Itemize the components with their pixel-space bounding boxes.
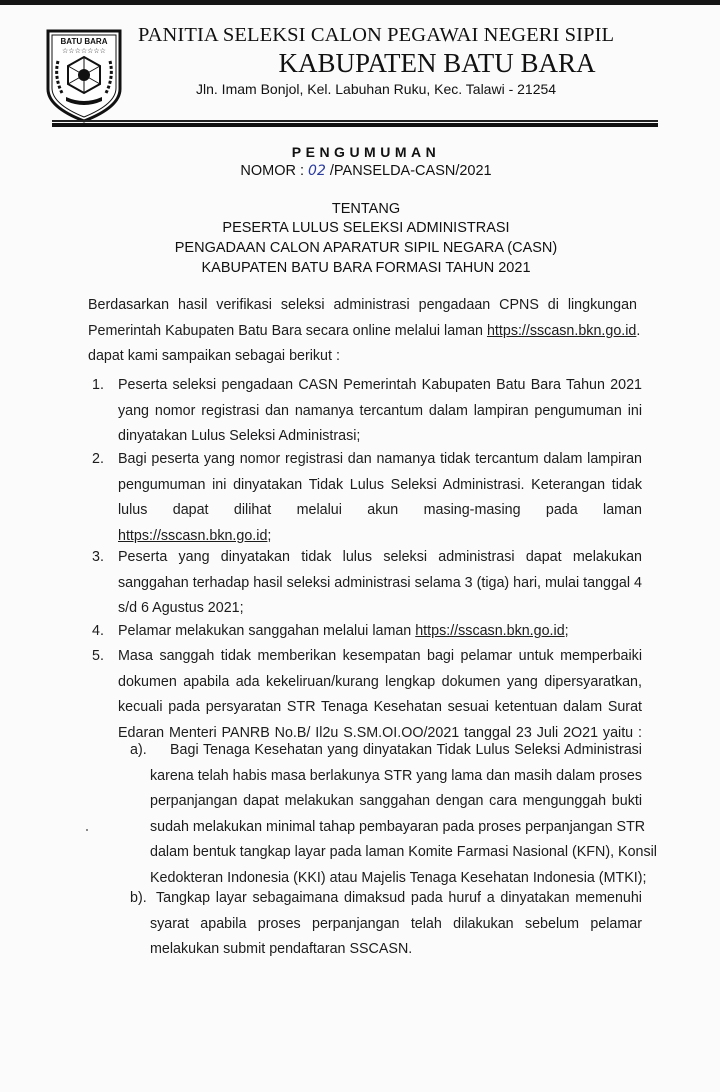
sub-item-label: a). [130,742,147,758]
intro-text: . [636,322,641,339]
letterhead-committee: PANITIA SELEKSI CALON PEGAWAI NEGERI SIPIL [138,24,615,46]
item-line: Peserta seleksi pengadaan CASN Pemerintah Kabupaten Batu Bara Tahun 2021 [118,377,642,393]
number-handwritten: 02 [308,163,326,179]
emblem-stars: ☆☆☆☆☆☆☆ [62,47,106,55]
intro-text: Pemerintah Kabupaten Batu Bara secara online melalui laman [88,322,487,339]
letterhead-regency: KABUPATEN BATU BARA [278,48,596,78]
item-line: lulus dapat dilihat melalui akun masing-masing pada laman [118,502,642,518]
item-line: Masa sanggah tidak memberikan kesempatan bagi pelamar untuk memperbaiki [118,648,642,664]
sub-item-line: perpanjangan dapat melakukan sanggahan dengan cara mengunggah bukti [150,793,642,809]
sub-item-line: syarat apabila proses perpanjangan telah dilakukan sebelum pelamar [150,915,642,932]
sub-item-line: dalam bentuk tangkap layar pada laman Komite Farmasi Nasional (KFN), Konsil [150,844,657,860]
announcement-number [0,163,720,179]
item-line: Bagi peserta yang nomor registrasi dan namanya tidak tercantum dalam lampiran [118,451,642,467]
list-number: 5. [92,648,104,664]
item-line [118,619,642,645]
subject-line: PENGADAAN CALON APARATUR SIPIL NEGARA (CASN) [174,240,558,256]
subject-line: KABUPATEN BATU BARA FORMASI TAHUN 2021 [201,260,531,276]
item-line: yang nomor registrasi dan namanya tercantum dalam lampiran pengumuman ini [118,402,642,419]
list-number: 3. [92,549,104,565]
intro-paragraph [88,293,641,370]
sscasn-link[interactable]: https://sscasn.bkn.go.id [415,623,565,639]
sub-item-line: melakukan submit pendaftaran SSCASN. [150,941,413,957]
item-text: ; [267,527,272,544]
item-line: Peserta yang dinyatakan tidak lulus seleksi administrasi dapat melakukan [118,549,642,565]
list-number: 2. [92,451,104,467]
item-line: s/d 6 Agustus 2021; [118,600,244,616]
emblem-label: BATU BARA [60,37,108,46]
item-line: sanggahan terhadap hasil seleksi administrasi selama 3 (tiga) hari, mulai tanggal 4 [118,574,642,591]
item-line: dinyatakan Lulus Seleksi Administrasi; [118,428,361,444]
item-line: dokumen apabila ada kekeliruan/kurang lengkap dokumen yang dipersyaratkan, [118,673,642,690]
announcement-title: PENGUMUMAN [291,144,441,160]
sscasn-link[interactable]: https://sscasn.bkn.go.id [118,527,268,544]
item-text: Pelamar melakukan sanggahan melalui laman [118,623,416,639]
letterhead-address: Jln. Imam Bonjol, Kel. Labuhan Ruku, Kec. Talawi - 21254 [196,81,557,97]
intro-line: dapat kami sampaikan sebagai berikut : [88,348,340,364]
number-prefix: NOMOR : [240,163,309,179]
list-number: 1. [92,377,104,393]
about-label: TENTANG [331,201,401,217]
item-text: ; [564,623,569,639]
sub-item-line: karena telah habis masa berlakunya STR yang lama dan masih dalam proses [150,767,642,784]
intro-line [88,319,641,345]
sub-item-line: sudah melakukan minimal tahap pembayaran pada proses perpanjangan STR [150,818,646,835]
item-line: kecuali pada persyaratan STR Tenaga Kesehatan sesuai ketentuan dalam Surat [118,699,642,715]
item-line: Edaran Menteri PANRB No.B/ Il2u S.SM.OI.OO/2021 tanggal 23 Juli 2O21 yaitu : [118,724,642,741]
sub-item-label: b). [130,890,147,906]
list-number: 4. [92,623,104,639]
sub-item-line: Tangkap layar sebagaimana dimaksud pada huruf a dinyatakan memenuhi [156,890,642,906]
intro-line: Berdasarkan hasil verifikasi seleksi administrasi pengadaan CPNS di lingkungan [88,297,637,313]
number-suffix: /PANSELDA-CASN/2021 [325,163,492,179]
item-line: pengumuman ini dinyatakan Tidak Lulus Seleksi Administrasi. Keterangan tidak [118,476,642,493]
letterhead-divider [52,120,658,127]
sub-item-line: Kedokteran Indonesia (KKI) atau Majelis Tenaga Kesehatan Indonesia (MTKI); [150,869,647,886]
sub-item-line: Bagi Tenaga Kesehatan yang dinyatakan Tidak Lulus Seleksi Administrasi [170,742,642,758]
scan-top-edge [0,0,720,5]
sscasn-link[interactable]: https://sscasn.bkn.go.id [486,322,637,339]
subject-line: PESERTA LULUS SELEKSI ADMINISTRASI [222,220,510,236]
scan-speck [86,829,88,831]
